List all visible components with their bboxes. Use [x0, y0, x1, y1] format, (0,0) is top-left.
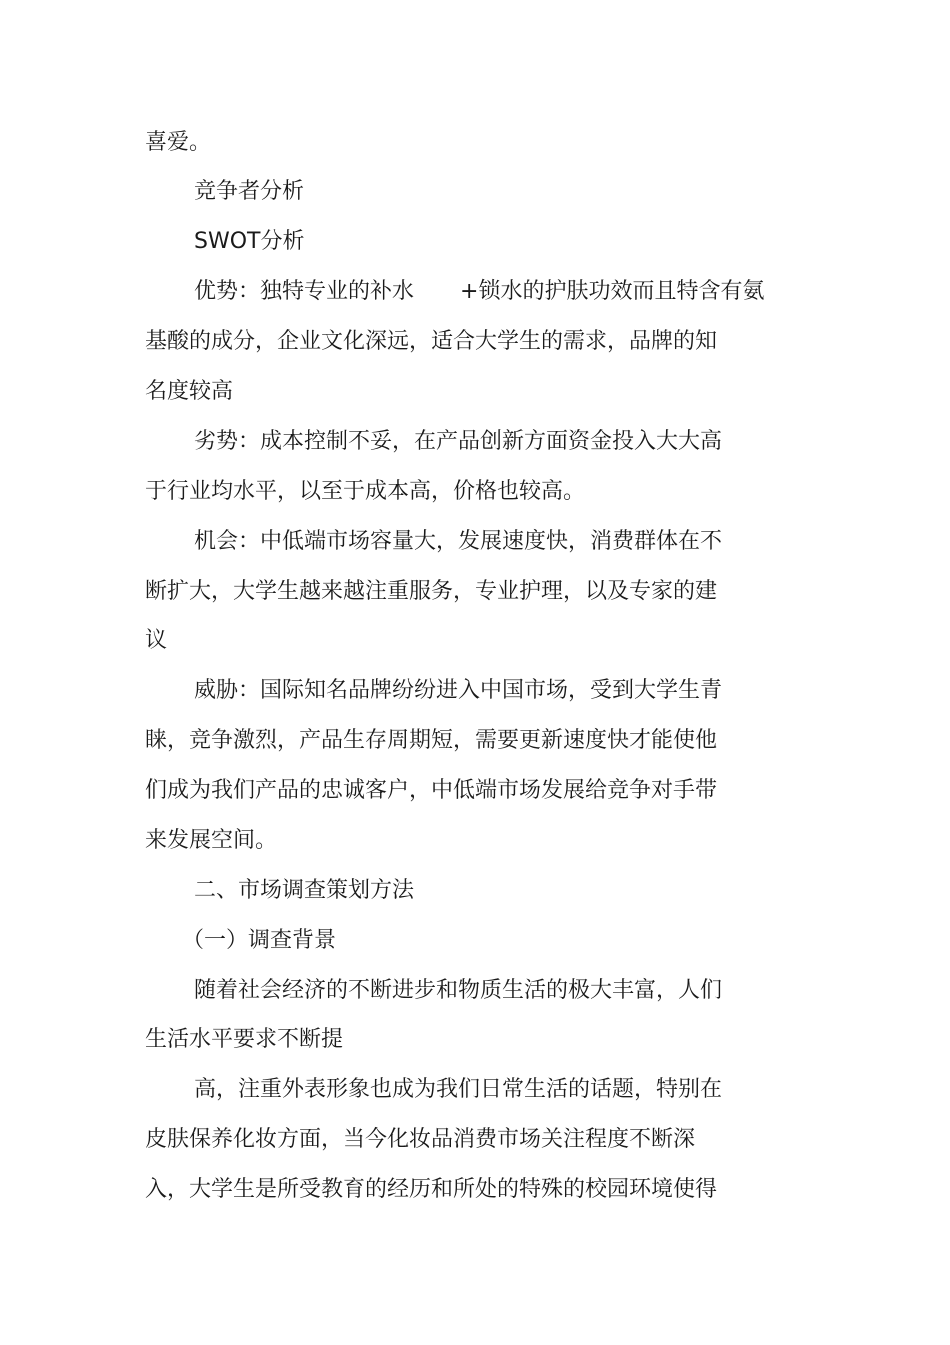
- subsection-heading-background: （一）调查背景: [182, 928, 337, 953]
- text-line: 高，注重外表形象也成为我们日常生活的话题，特别在: [194, 1077, 723, 1102]
- strengths-label: 优势：独特专业的补水: [194, 279, 415, 304]
- text-line: 劣势：成本控制不妥，在产品创新方面资金投入大大高: [194, 429, 723, 454]
- text-line: 皮肤保养化妆方面，当今化妆品消费市场关注程度不断深: [145, 1127, 696, 1152]
- text-line: 名度较高: [145, 379, 234, 404]
- strengths-continuation: +锁水的护肤功效而且特含有氨: [460, 279, 765, 304]
- text-line: 入，大学生是所受教育的经历和所处的特殊的校园环境使得: [145, 1177, 718, 1202]
- text-line: 机会：中低端市场容量大，发展速度快，消费群体在不: [194, 529, 723, 554]
- section-heading-competitor-analysis: 竞争者分析: [194, 179, 305, 204]
- section-heading-swot: SWOT分析: [194, 229, 305, 254]
- text-line: 威胁：国际知名品牌纷纷进入中国市场，受到大学生青: [194, 678, 723, 703]
- text-line: 断扩大，大学生越来越注重服务，专业护理，以及专家的建: [145, 579, 718, 604]
- text-line: 来发展空间。: [145, 828, 278, 853]
- text-line: 们成为我们产品的忠诚客户，中低端市场发展给竞争对手带: [145, 778, 718, 803]
- text-line: 喜爱。: [145, 130, 212, 155]
- text-line: 随着社会经济的不断进步和物质生活的极大丰富，人们: [194, 978, 723, 1003]
- text-line: 议: [145, 628, 168, 653]
- text-line: 生活水平要求不断提: [145, 1027, 344, 1052]
- text-line: 睐，竞争激烈，产品生存周期短，需要更新速度快才能使他: [145, 728, 718, 753]
- section-heading-market-research: 二、市场调查策划方法: [194, 878, 415, 903]
- text-line: 于行业均水平，以至于成本高，价格也较高。: [145, 479, 586, 504]
- text-line: 基酸的成分，企业文化深远，适合大学生的需求，品牌的知: [145, 329, 718, 354]
- text-line: [194, 277, 764, 307]
